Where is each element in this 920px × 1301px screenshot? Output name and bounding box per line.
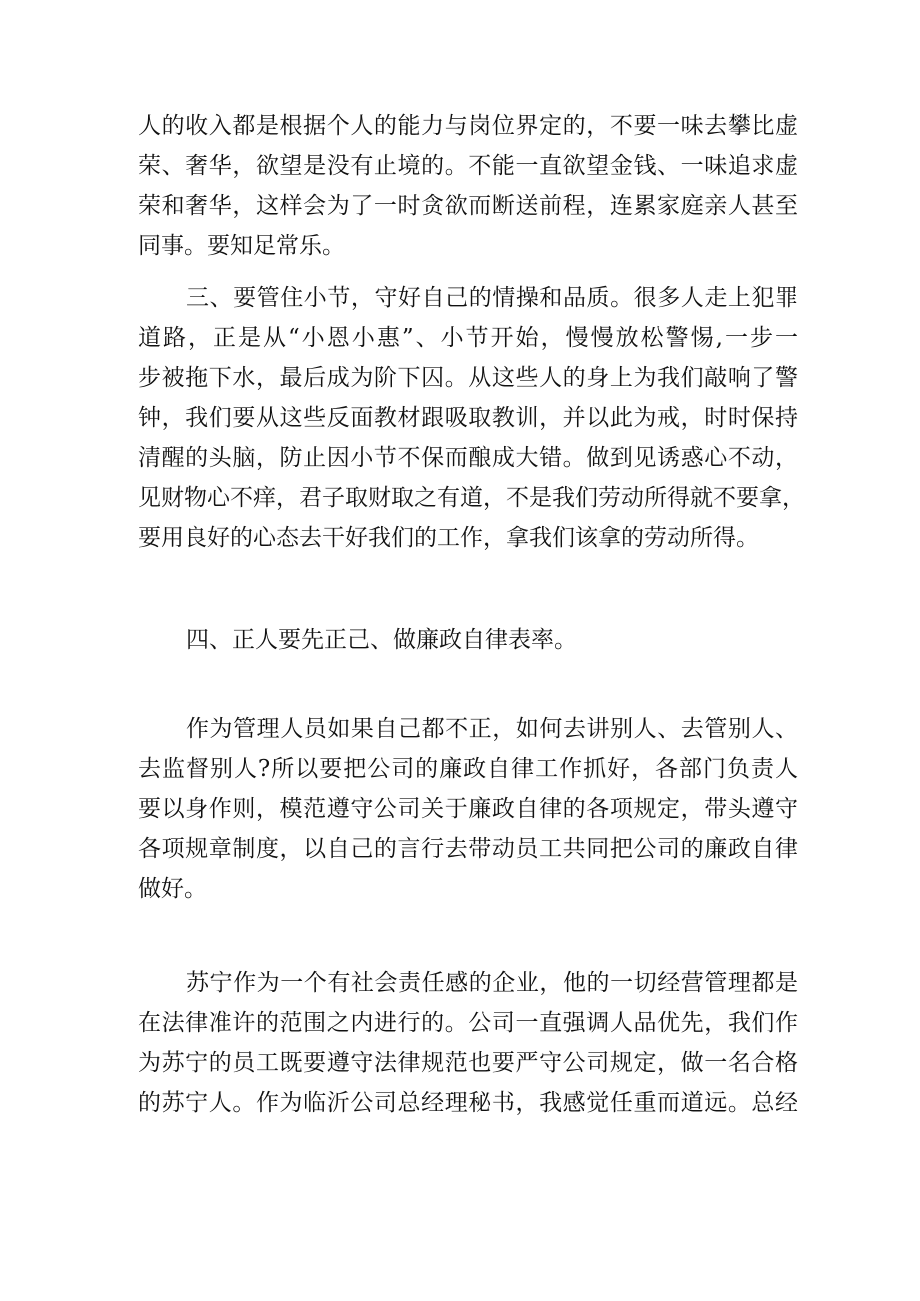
section-heading: 四、正人要先正己、做廉政自律表率。 — [186, 627, 577, 653]
text-line: 荣、奢华，欲望是没有止境的。不能一直欲望金钱、一味追求虚 — [138, 153, 798, 179]
text-line: 各项规章制度，以自己的言行去带动员工共同把公司的廉政自律 — [138, 836, 798, 862]
text-line: 荣和奢华，这样会为了一时贪欲而断送前程，连累家庭亲人甚至 — [138, 193, 798, 219]
text-line: 步被拖下水，最后成为阶下囚。从这些人的身上为我们敲响了警 — [138, 365, 798, 391]
paragraph-5 — [138, 963, 798, 1123]
text-line: 要以身作则，模范遵守公司关于廉政自律的各项规定，带头遵守 — [138, 796, 798, 822]
text-line: 做好。 — [138, 876, 207, 902]
paragraph-4 — [138, 709, 798, 909]
paragraph-3 — [138, 620, 798, 660]
text-line: 去监督别人?所以要把公司的廉政自律工作抓好，各部门负责人 — [138, 756, 798, 782]
text-line: 同事。要知足常乐。 — [138, 233, 345, 259]
text-line: 清醒的头脑，防止因小节不保而酿成大错。做到见诱惑心不动， — [138, 445, 798, 471]
paragraph-2 — [138, 278, 805, 558]
text-line: 三、要管住小节，守好自己的情操和品质。很多人走上犯罪 — [186, 285, 798, 311]
text-line: 钟，我们要从这些反面教材跟吸取教训，并以此为戒，时时保持 — [138, 405, 798, 431]
paragraph-1 — [138, 106, 798, 266]
text-line: 要用良好的心态去干好我们的工作，拿我们该拿的劳动所得。 — [138, 525, 759, 551]
text-line: 作为管理人员如果自己都不正，如何去讲别人、去管别人、 — [186, 716, 798, 742]
text-line: 在法律准许的范围之内进行的。公司一直强调人品优先，我们作 — [138, 1010, 798, 1036]
text-line: 为苏宁的员工既要遵守法律规范也要严守公司规定，做一名合格 — [138, 1050, 798, 1076]
text-line: 道路，正是从“小恩小惠”、小节开始，慢慢放松警惕,一步一 — [138, 325, 798, 351]
text-line: 人的收入都是根据个人的能力与岗位界定的，不要一味去攀比虚 — [138, 113, 798, 139]
text-line: 苏宁作为一个有社会责任感的企业，他的一切经营管理都是 — [186, 970, 798, 996]
text-line: 见财物心不痒，君子取财取之有道，不是我们劳动所得就不要拿， — [138, 485, 805, 511]
text-line: 的苏宁人。作为临沂公司总经理秘书，我感觉任重而道远。总经 — [138, 1090, 798, 1116]
